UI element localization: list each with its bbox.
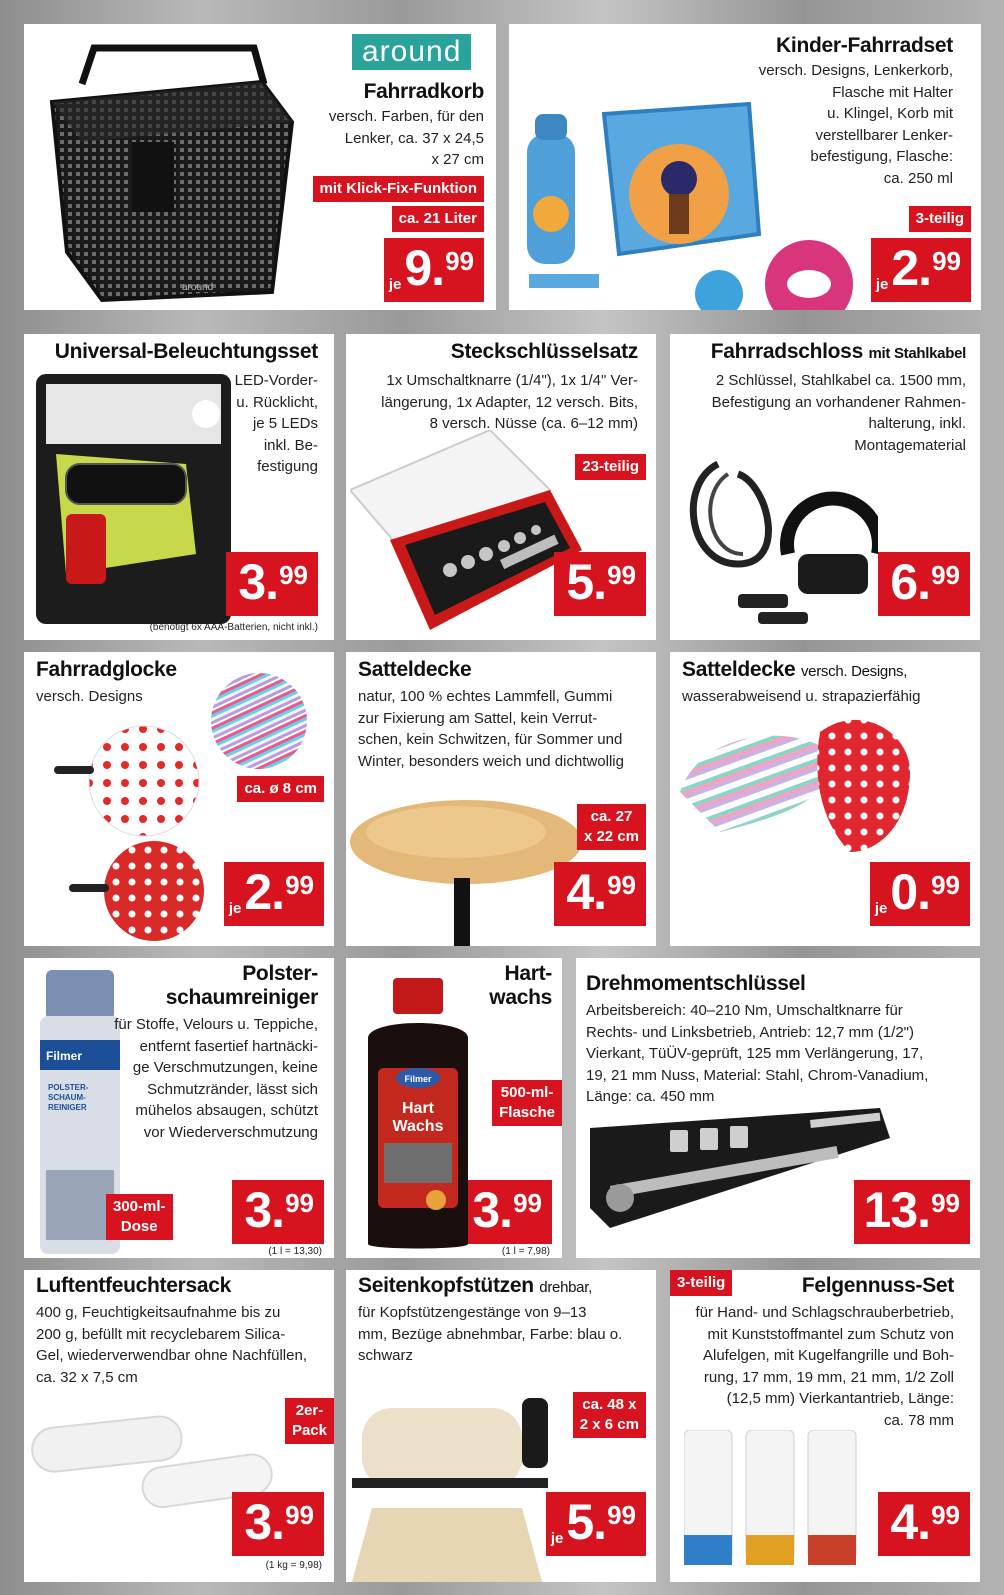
product-description: 2 Schlüssel, Stahlkabel ca. 1500 mm, Befestigung an vorhandener Rahmen- halterung, inkl. Montagematerial [711, 372, 966, 454]
bike-basket-image [42, 42, 302, 304]
volume-tag: ca. 21 Liter [392, 206, 484, 232]
product-title: Satteldecke [358, 658, 472, 681]
product-card-luftentfeuchtersack[interactable] [24, 1270, 334, 1582]
price-badge: 4 . 99 [878, 1492, 970, 1556]
product-description: versch. Designs, Lenkerkorb, Flasche mit Halter u. Klingel, Korb mit verstellbarer Lenker- befestigung, Flasche: ca. 250 ml [758, 62, 953, 187]
feature-tag: mit Klick-Fix-Funktion [313, 176, 485, 202]
product-card-beleuchtungsset[interactable] [24, 334, 334, 640]
price-badge: 3 . 99 [468, 1180, 552, 1244]
product-description: für Stoffe, Velours u. Teppiche, entfernt fasertief hartnäcki- ge Verschmutzungen, keine Schmutzränder, lässt sich mühelos absaugen, schützt vor Wiederverschmutzung [114, 1016, 318, 1141]
price-badge: je 9 . 99 [384, 238, 484, 302]
price-badge: 3 . 99 [232, 1492, 324, 1556]
product-card-fahrradkorb[interactable] [24, 24, 496, 310]
lambskin-saddle-cover-image [346, 792, 586, 946]
set-count-tag: 3-teilig [670, 1270, 732, 1296]
svg-text:Filmer: Filmer [46, 1049, 83, 1063]
product-description: für Kopfstützengestänge von 9–13 mm, Bezüge abnehmbar, Farbe: blau o. schwarz [358, 1304, 623, 1364]
product-title: Drehmomentschlüssel [586, 972, 806, 995]
svg-text:Hart: Hart [401, 1100, 435, 1117]
size-tag: 500-ml- Flasche [492, 1080, 562, 1126]
product-card-satteldecke-designs[interactable] [670, 652, 980, 946]
size-tag: ca. 48 x 2 x 6 cm [573, 1392, 646, 1438]
product-title: Fahrradschloss mit Stahlkabel [710, 340, 966, 363]
product-card-drehmomentschluessel[interactable] [576, 958, 980, 1258]
product-card-fahrradschloss[interactable] [670, 334, 980, 640]
product-title: Luftentfeuchtersack [36, 1274, 232, 1297]
bike-lock-image [678, 444, 878, 634]
svg-text:Filmer: Filmer [404, 1074, 432, 1084]
svg-text:SCHAUM-: SCHAUM- [48, 1093, 86, 1102]
product-title: Hart- wachs [489, 962, 552, 1009]
product-description: versch. Farben, für den Lenker, ca. 37 x 24,5 x 27 cm [328, 108, 484, 168]
product-card-satteldecke-lammfell[interactable] [346, 652, 656, 946]
size-tag: ca. ø 8 cm [237, 776, 324, 802]
price-badge: je 0 . 99 [870, 862, 970, 926]
product-card-felgennuss-set[interactable] [670, 1270, 980, 1582]
product-card-fahrradglocke[interactable] [24, 652, 334, 946]
svg-text:REINIGER: REINIGER [48, 1103, 87, 1112]
product-description: 400 g, Feuchtigkeitsaufnahme bis zu 200 g, befüllt mit recyclebarem Silica- Gel, wiederverwendbar ohne Nachfüllen, ca. 32 x 7,5 cm [36, 1304, 307, 1386]
product-title: Felgennuss-Set [801, 1274, 954, 1297]
unit-price: (1 l = 13,30) [268, 1246, 322, 1257]
product-card-hartwachs[interactable] [346, 958, 562, 1258]
product-card-steckschluesselsatz[interactable] [346, 334, 656, 640]
price-badge: 13 . 99 [854, 1180, 970, 1244]
product-description: Arbeitsbereich: 40–210 Nm, Umschaltknarre für Rechts- und Linksbetrieb, Antrieb: 12,7 mm (1/2") Vierkant, TüÜV-geprüft, 125 mm Verlängerung, 17, 19, 21 mm Nuss, Material: Stahl, Chrom-Vanadium, Länge: ca. 450 mm [586, 1002, 929, 1105]
price-badge: je 2 . 99 [224, 862, 324, 926]
svg-text:POLSTER-: POLSTER- [48, 1083, 89, 1092]
product-title: Steckschlüsselsatz [450, 340, 638, 363]
price-badge: 3 . 99 [226, 552, 318, 616]
torque-wrench-image [590, 1108, 890, 1228]
product-card-polsterschaumreiniger[interactable] [24, 958, 334, 1258]
bike-light-set-image [36, 374, 236, 624]
headrest-image [352, 1388, 552, 1582]
product-title: Universal-Beleuchtungsset [54, 340, 318, 363]
svg-text:Wachs: Wachs [392, 1118, 444, 1135]
hard-wax-bottle-image [358, 978, 478, 1254]
product-description: für Hand- und Schlagschrauberbetrieb, mit Kunststoffmantel zum Schutz von Alufelgen, mit Kugelfangrille und Boh- rung, 17 mm, 19 mm, 21 mm, 1/2 Zoll (12,5 mm) Vierkantantrieb, Länge: ca. 78 mm [695, 1304, 954, 1429]
set-count-tag: 23-teilig [575, 454, 646, 480]
unit-price: (1 l = 7,98) [501, 1246, 550, 1257]
product-title: Satteldecke versch. Designs, [682, 658, 908, 681]
price-badge: 4 . 99 [554, 862, 646, 926]
unit-price: (1 kg = 9,98) [265, 1560, 322, 1571]
product-title: Kinder-Fahrradset [776, 34, 953, 57]
product-title: Seitenkopfstützen drehbar, [358, 1274, 592, 1297]
size-tag: 300-ml- Dose [106, 1194, 173, 1240]
price-badge: 6 . 99 [878, 552, 970, 616]
svg-text:around: around [182, 282, 214, 293]
product-description: wasserabweisend u. strapazierfähig [682, 688, 921, 705]
size-tag: ca. 27 x 22 cm [577, 804, 646, 850]
product-card-seitenkopfstuetzen[interactable] [346, 1270, 656, 1582]
product-description: natur, 100 % echtes Lammfell, Gummi zur Fixierung am Sattel, kein Verrut- schen, kein Schwitzen, für Sommer und Winter, besonders weich und dichtwollig [358, 688, 624, 770]
battery-note: (benötigt 6x AAA-Batterien, nicht inkl.) [149, 622, 318, 633]
product-title: Fahrradkorb [363, 80, 484, 103]
product-description: 1x Umschaltknarre (1/4"), 1x 1/4" Ver- längerung, 1x Adapter, 12 versch. Bits, 8 versch. Nüsse (ca. 6–12 mm) [381, 372, 638, 432]
price-badge: je 5 . 99 [546, 1492, 646, 1556]
price-badge: je 2 . 99 [871, 238, 971, 302]
product-card-kinder-fahrradset[interactable] [509, 24, 981, 310]
pack-tag: 2er- Pack [285, 1398, 334, 1444]
price-badge: 3 . 99 [232, 1180, 324, 1244]
product-title: Polster- schaumreiniger [165, 962, 318, 1009]
product-description: versch. Designs [36, 688, 143, 705]
product-description: LED-Vorder- u. Rücklicht, je 5 LEDs inkl. Be- festigung [234, 372, 318, 475]
set-count-tag: 3-teilig [909, 206, 971, 232]
brand-logo-around: around [352, 34, 471, 70]
rim-socket-set-image [684, 1430, 864, 1580]
price-badge: 5 . 99 [554, 552, 646, 616]
product-title: Fahrradglocke [36, 658, 177, 681]
